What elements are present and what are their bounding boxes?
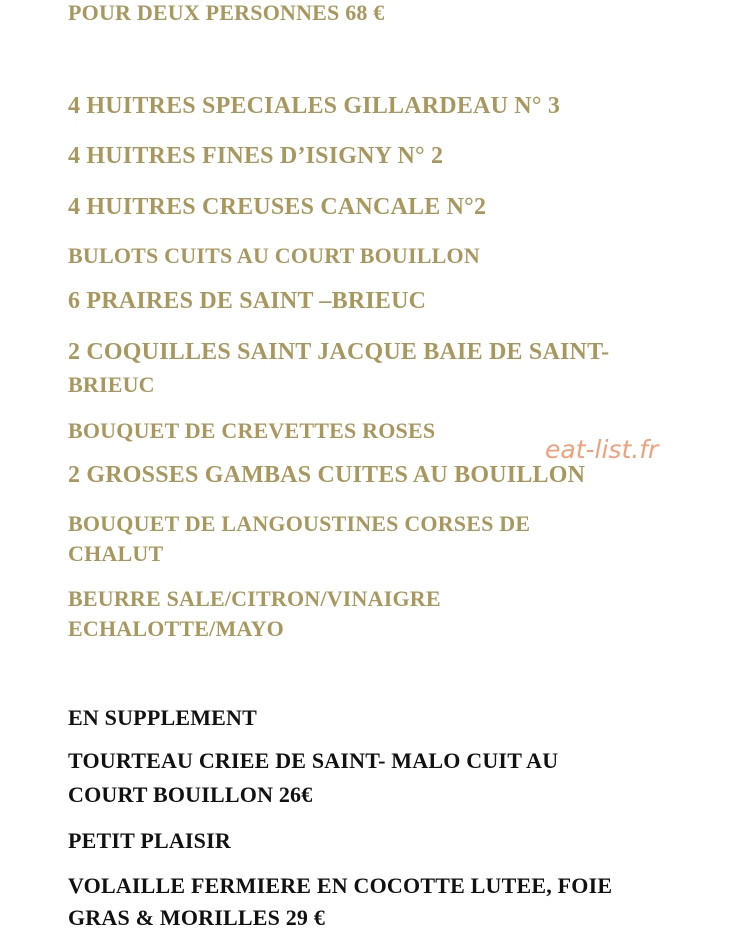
menu-item-isigny: 4 HUITRES FINES D’ISIGNY N° 2: [68, 143, 444, 169]
menu-item-coquilles: 2 COQUILLES SAINT JACQUE BAIE DE SAINT-: [68, 339, 610, 365]
menu-item-langoustines: BOUQUET DE LANGOUSTINES CORSES DE: [68, 511, 531, 536]
menu-item-gambas: 2 GROSSES GAMBAS CUITES AU BOUILLON: [68, 462, 586, 488]
extra-item-tourteau-cont: COURT BOUILLON 26€: [68, 782, 313, 807]
petit-plaisir-heading: PETIT PLAISIR: [68, 828, 231, 853]
extra-item-volaille-cont: GRAS & MORILLES 29 €: [68, 905, 326, 930]
extra-item-volaille: VOLAILLE FERMIERE EN COCOTTE LUTEE, FOIE: [68, 873, 613, 898]
extra-item-tourteau: TOURTEAU CRIEE DE SAINT- MALO CUIT AU: [68, 748, 559, 773]
menu-item-langoustines-cont: CHALUT: [68, 541, 164, 566]
menu-item-condiments: BEURRE SALE/CITRON/VINAIGRE: [68, 586, 441, 611]
menu-item-gillardeau: 4 HUITRES SPECIALES GILLARDEAU N° 3: [68, 93, 561, 119]
extras-heading: EN SUPPLEMENT: [68, 705, 258, 730]
menu-item-coquilles-cont: BRIEUC: [68, 372, 155, 397]
watermark: eat-list.fr: [545, 435, 659, 464]
menu-item-cancale: 4 HUITRES CREUSES CANCALE N°2: [68, 194, 487, 220]
menu-item-crevettes: BOUQUET DE CREVETTES ROSES: [68, 418, 436, 443]
menu-item-condiments-cont: ECHALOTTE/MAYO: [68, 616, 284, 641]
menu-item-praires: 6 PRAIRES DE SAINT –BRIEUC: [68, 288, 427, 314]
menu-item-bulots: BULOTS CUITS AU COURT BOUILLON: [68, 243, 480, 268]
formula-price: POUR DEUX PERSONNES 68 €: [68, 0, 385, 25]
